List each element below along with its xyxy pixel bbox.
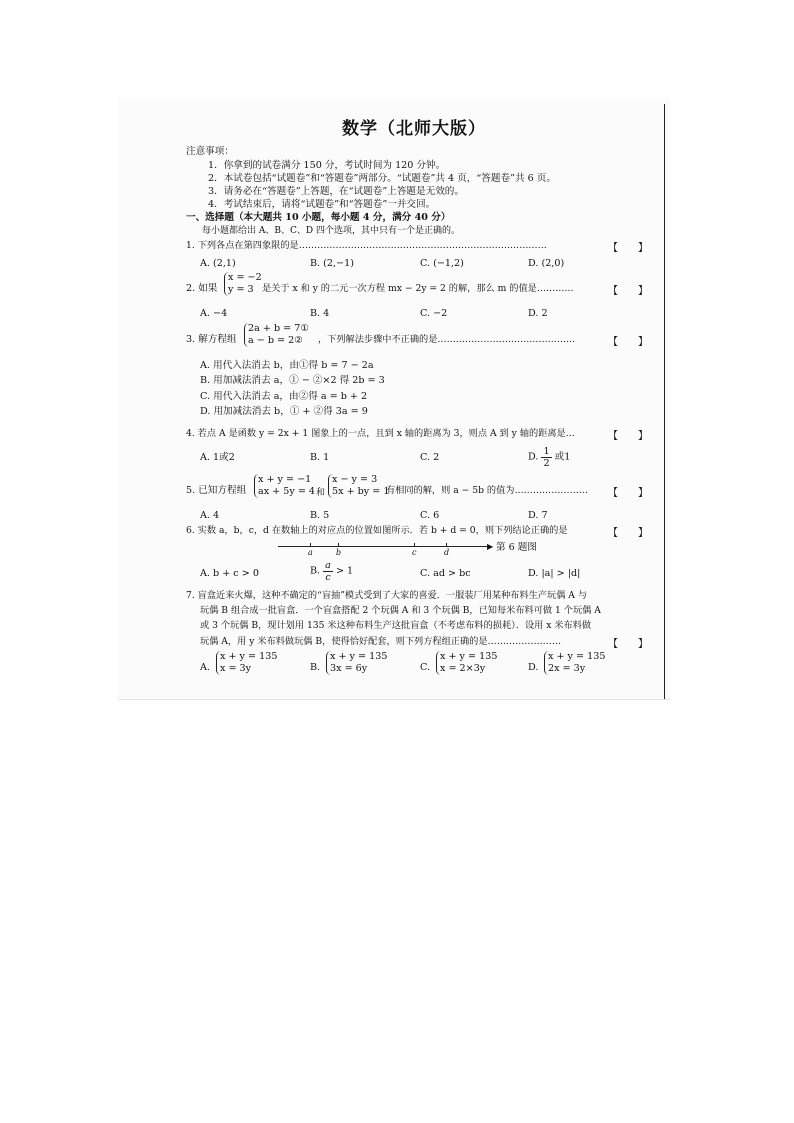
q7-line-3: 或 3 个玩偶 B，现计划用 135 米这种布料生产这批盲盒（不考虑布料的损耗）．设用 x 米布料做 (200, 620, 592, 631)
q4-stem: 4. 若点 A 是函数 y = 2x + 1 图象上的一点，且到 x 轴的距离为 3，则点 A 到 y 轴的距离是… (186, 428, 575, 439)
number-line-label-a: a (308, 548, 313, 557)
q4-frac-den: 2 (543, 458, 550, 469)
q5-option-b: B. 5 (310, 510, 330, 521)
q7-c-eq-2: x = 2×3y (440, 663, 486, 674)
q6-option-d: D. |a| > |d| (528, 568, 581, 579)
q7-option-a-system (214, 651, 279, 675)
page-title: 数学（北师大版） (342, 119, 486, 139)
q4-option-d (528, 446, 570, 469)
q2-option-a: A. −4 (200, 308, 228, 319)
q7-line-4: 玩偶 A，用 y 米布料做玩偶 B，使得恰好配套，则下列方程组正确的是…………………… (200, 636, 562, 647)
notice-1: 1．你拿到的试卷满分 150 分，考试时间为 120 分钟。 (208, 160, 446, 171)
q6-option-a: A. b + c > 0 (200, 568, 259, 579)
q1-stem: 1. 下列各点在第四象限的是……………………………………………………………………… (186, 240, 547, 251)
q3-eq-2: a − b = 2② (248, 335, 303, 346)
q2-eq-1: x = −2 (228, 272, 262, 283)
notice-heading: 注意事项： (186, 146, 234, 157)
q7-option-b-label: B. (310, 662, 321, 673)
q2-option-d: D. 2 (528, 308, 548, 319)
q2-option-c: C. −2 (420, 308, 448, 319)
q5-option-a: A. 4 (200, 510, 220, 521)
q2-prefix: 2. 如果 (186, 283, 218, 294)
q7-option-b-system (324, 651, 389, 675)
q7-answer-bracket: 【 】 (608, 639, 648, 650)
q2-eq-2: y = 3 (228, 284, 254, 295)
q7-b-eq-2: 3x = 6y (330, 663, 368, 674)
q5-sys2-eq-1: x − y = 3 (332, 474, 378, 485)
q6-option-b (310, 560, 353, 583)
q5-answer-bracket: 【 】 (608, 488, 648, 499)
q6-option-b-fraction (323, 560, 333, 583)
q6-option-c: C. ad > bc (420, 568, 471, 579)
q3-answer-bracket: 【 】 (608, 337, 648, 348)
q4-option-a: A. 1或2 (200, 452, 235, 463)
q7-option-c-label: C. (420, 662, 431, 673)
tick-c (414, 543, 415, 547)
number-line-arrow-icon: ▶ (487, 542, 494, 551)
q2-answer-bracket: 【 】 (608, 286, 648, 297)
q5-option-d: D. 7 (528, 510, 548, 521)
q4-frac-num: 1 (543, 446, 550, 457)
q7-line-2: 玩偶 B 组合成一批盲盒．一个盲盒搭配 2 个玩偶 A 和 3 个玩偶 B，已知每米布料可做 1 个玩偶 A (200, 605, 601, 616)
q6-option-b-label: B. (310, 565, 321, 577)
notice-4: 4．考试结束后，请将“试题卷”和“答题卷”一并交回。 (208, 199, 436, 210)
q5-sys2-eq-2: 5x + by = 1 (332, 486, 390, 497)
q3-option-b: B. 用加减法消去 a，① − ②×2 得 2b = 3 (200, 375, 385, 386)
notice-3: 3．请务必在“答题卷”上答题，在“试题卷”上答题是无效的。 (208, 186, 464, 197)
number-line-label-c: c (412, 548, 417, 557)
q7-option-d-system (542, 651, 607, 675)
q2-stem: 是关于 x 和 y 的二元一次方程 mx − 2y = 2 的解，那么 m 的值是………… (262, 283, 574, 294)
tick-a (310, 543, 311, 547)
notice-2: 2．本试卷包括“试题卷”和“答题卷”两部分。“试题卷”共 4 页，“答题卷”共 6 页。 (208, 173, 556, 184)
q5-sys1-eq-1: x + y = −1 (258, 474, 312, 485)
q4-option-c: C. 2 (420, 452, 440, 463)
q7-option-c-system (434, 651, 499, 675)
q4-answer-bracket: 【 】 (608, 431, 648, 442)
number-line-label-b: b (336, 548, 342, 557)
q3-equation-system (242, 323, 311, 347)
q7-b-eq-1: x + y = 135 (330, 651, 388, 662)
q1-option-c: C. (−1,2) (420, 258, 464, 269)
q1-option-d: D. (2,0) (528, 258, 565, 269)
q7-option-d-label: D. (528, 662, 539, 673)
q6-frac-den: c (325, 572, 331, 583)
q7-d-eq-2: 2x = 3y (548, 663, 586, 674)
q5-stem: 有相同的解，则 a − 5b 的值为…………………… (386, 485, 588, 496)
q5-system-2 (326, 474, 391, 498)
section-instruction: 每小题都给出 A、B、C、D 四个选项，其中只有一个是正确的。 (202, 226, 460, 236)
tick-b (338, 543, 339, 547)
q2-equation-system (222, 272, 264, 296)
q5-system-1 (252, 474, 317, 498)
q3-option-a: A. 用代入法消去 b，由①得 b = 7 − 2a (200, 360, 374, 371)
q3-eq-1: 2a + b = 7① (248, 323, 309, 334)
page-bottom-edge (118, 699, 670, 700)
q5-option-c: C. 6 (420, 510, 440, 521)
section-heading: 一、选择题（本大题共 10 小题，每小题 4 分，满分 40 分） (186, 212, 451, 223)
q5-conjunction: 和 (316, 488, 326, 498)
tick-d (446, 543, 447, 547)
q6-frac-num: a (325, 560, 331, 571)
q6-answer-bracket: 【 】 (608, 528, 648, 539)
q1-option-b: B. (2,−1) (310, 258, 354, 269)
q1-option-a: A. (2,1) (200, 258, 236, 269)
q5-prefix: 5. 已知方程组 (186, 485, 247, 496)
q7-option-a-label: A. (200, 662, 210, 673)
page-edge-line (664, 104, 665, 700)
q7-a-eq-1: x + y = 135 (220, 651, 278, 662)
q3-option-c: C. 用代入法消去 a，由②得 a = b + 2 (200, 391, 368, 402)
q3-option-d: D. 用加减法消去 b，① + ②得 3a = 9 (200, 406, 368, 417)
q3-prefix: 3. 解方程组 (186, 334, 237, 345)
number-line-label-d: d (444, 548, 450, 557)
q5-sys1-eq-2: ax + 5y = 4 (258, 486, 316, 497)
q3-stem: ，下列解法步骤中不正确的是……………………………………… (318, 334, 576, 345)
q6-stem: 6. 实数 a，b，c，d 在数轴上的对应点的位置如图所示．若 b + d = 0，则下列结论正确的是 (186, 525, 568, 536)
q7-c-eq-1: x + y = 135 (440, 651, 498, 662)
q2-option-b: B. 4 (310, 308, 330, 319)
q4-option-d-tail: 或1 (554, 451, 571, 463)
q1-answer-bracket: 【 】 (608, 243, 648, 254)
q7-line-1: 7. 盲盒近来火爆，这种不确定的“盲抽”模式受到了大家的喜爱．一服装厂用某种布料生产玩偶 A 与 (186, 590, 588, 601)
q7-d-eq-1: x + y = 135 (548, 651, 606, 662)
q4-option-d-label: D. (528, 451, 539, 463)
q4-option-d-fraction (541, 446, 551, 469)
q4-option-b: B. 1 (310, 452, 330, 463)
figure-caption: 第 6 题图 (496, 542, 537, 553)
q7-a-eq-2: x = 3y (220, 663, 252, 674)
q6-option-b-tail: > 1 (335, 565, 354, 577)
